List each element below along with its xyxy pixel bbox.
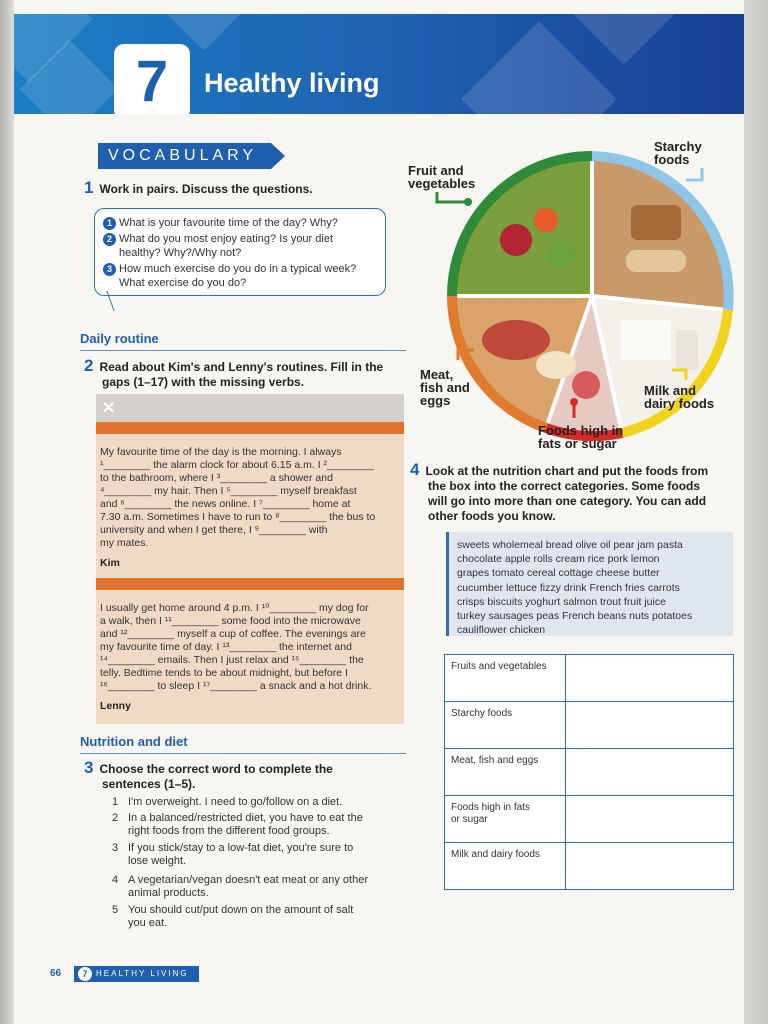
sentence-5: 5 You should cut/put down on the amount of salt you eat. xyxy=(112,904,354,929)
question-3-cont: What exercise do you do? xyxy=(119,277,247,289)
question-2-cont: healthy? Why?/Why not? xyxy=(119,247,242,259)
card-stripe xyxy=(96,422,404,434)
exercise-4-title: 4 Look at the nutrition chart and put the foods from the box into the correct categories. Some foods will go into more than one category. You can add other foods you know. xyxy=(410,460,709,523)
table-row: Foods high in fats or sugar xyxy=(445,796,733,843)
footer-unit-tag: 7 HEALTHY LIVING xyxy=(74,966,199,982)
section-divider xyxy=(80,350,406,351)
table-row: Meat, fish and eggs xyxy=(445,749,733,796)
sentence-4: 4 A vegetarian/vegan doesn't eat meat or any other animal products. xyxy=(112,874,368,899)
category-table xyxy=(444,654,734,890)
table-row: Fruits and vegetables xyxy=(445,655,733,702)
label-fruit-veg: Fruit and vegetables xyxy=(408,163,476,191)
discussion-questions-bubble xyxy=(94,208,386,296)
question-3: 3 How much exercise do you do in a typical week? xyxy=(103,263,356,276)
food-word-box xyxy=(446,532,733,636)
routine-reading-card xyxy=(96,394,404,724)
kim-name: Kim xyxy=(100,557,120,569)
vocabulary-tag: VOCABULARY xyxy=(98,143,271,169)
unit-title: Healthy living xyxy=(204,68,380,98)
kim-text: My favourite time of the day is the morning. I always ¹________ the alarm clock for about 6.15 a.m. I ²________ to the bathroom, where I ³________ a shower and ⁴________ my hair. Then I ⁵________ myself breakfast and ⁶________ the news online. I ⁷________ home at 7.30 a.m. Sometimes I have to run to ⁸________ the bus to university and when I get there, I ⁹________ with my mates. xyxy=(100,446,376,549)
label-meat: Meat, fish and eggs xyxy=(420,367,470,408)
section-nutrition-diet: Nutrition and diet xyxy=(80,734,188,749)
question-2: 2 What do you most enjoy eating? Is your diet xyxy=(103,233,333,246)
exercise-3-title: 3 Choose the correct word to complete the sentences (1–5). xyxy=(84,758,333,791)
table-row: Milk and dairy foods xyxy=(451,849,540,860)
unit-banner xyxy=(14,14,744,114)
page-edge xyxy=(744,0,768,1024)
lenny-text: I usually get home around 4 p.m. I ¹⁰________ my dog for a walk, then I ¹¹________ some food into the microwave and ¹²________ myself a cup of coffee. The evenings are my favourite time of day. I ¹³________ the internet and ¹⁴________ emails. Then I just relax and ¹⁵________ the telly. Bedtime tends to be about midnight, but before I ¹⁶________ to sleep I ¹⁷________ a snack and a hot drink. xyxy=(100,602,372,692)
close-icon: ✕ xyxy=(102,400,116,417)
textbook-page xyxy=(14,0,744,1024)
lenny-name: Lenny xyxy=(100,700,131,712)
sentence-2: 2 In a balanced/restricted diet, you have to eat the right foods from the different food groups. xyxy=(112,812,363,837)
page-number: 66 xyxy=(50,968,62,979)
book-spine xyxy=(0,0,14,1024)
exercise-2-title: 2 Read about Kim's and Lenny's routines. Fill in the gaps (1–17) with the missing verbs. xyxy=(84,356,384,389)
section-daily-routine: Daily routine xyxy=(80,331,159,346)
unit-number: 7 xyxy=(114,44,190,114)
label-starchy: Starchy foods xyxy=(654,139,702,167)
exercise-1-title: 1 Work in pairs. Discuss the questions. xyxy=(84,178,313,197)
section-divider xyxy=(80,753,406,754)
food-word-list: sweets wholemeal bread olive oil pear jam pasta chocolate apple rolls cream rice pork lemon grapes tomato cereal cottage cheese butter cucumber lettuce fizzy drink French fries carrots crisps biscuits yoghurt salmon trout fruit juice turkey sausages peas French beans nuts potatoes cauliflower chicken xyxy=(457,539,693,637)
card-header xyxy=(96,394,404,422)
question-1: 1 What is your favourite time of the day? Why? xyxy=(103,217,338,230)
sentence-1: 1 I'm overweight. I need to go/follow on a diet. xyxy=(112,796,343,808)
sentence-3: 3 If you stick/stay to a low-fat diet, you're sure to lose weight. xyxy=(112,842,354,867)
card-stripe xyxy=(96,578,404,590)
table-row: Starchy foods xyxy=(445,702,733,749)
label-fats: Foods high in fats or sugar xyxy=(538,423,624,451)
label-milk: Milk and dairy foods xyxy=(644,383,715,411)
